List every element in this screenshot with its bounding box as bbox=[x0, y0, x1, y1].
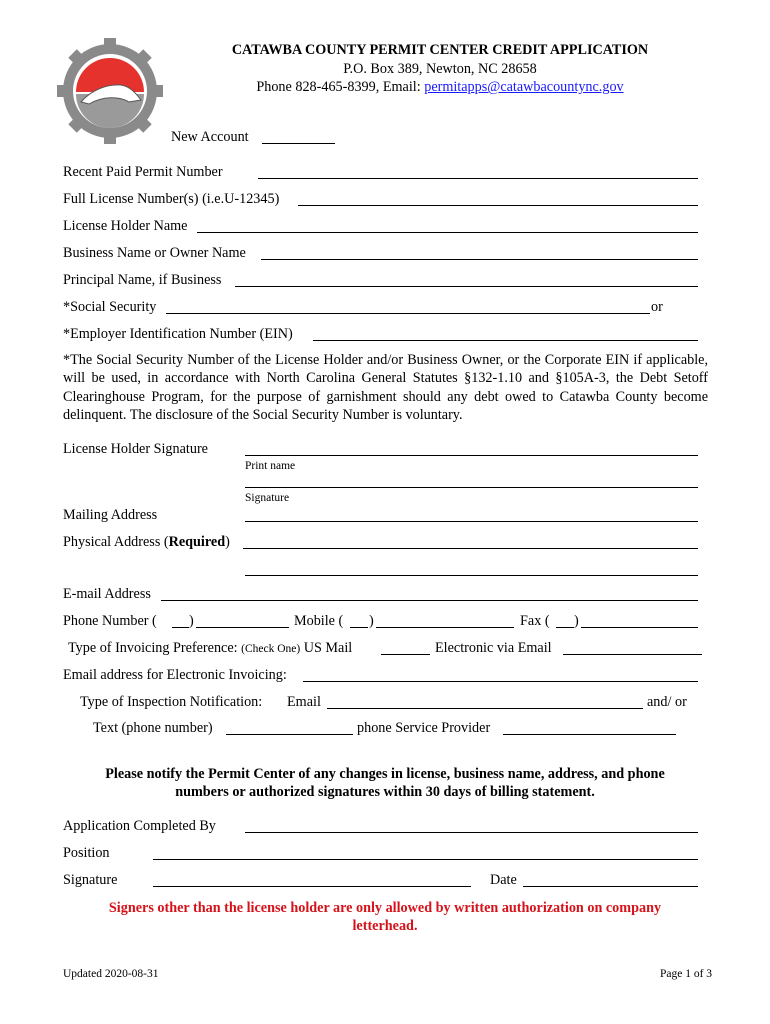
mailing-address-label: Mailing Address bbox=[63, 507, 158, 523]
updated-date: Updated 2020-08-31 bbox=[63, 968, 159, 980]
completed-by-label: Application Completed By bbox=[63, 818, 216, 834]
inspection-email-field[interactable] bbox=[327, 708, 643, 709]
license-holder-name-label: License Holder Name bbox=[63, 218, 188, 234]
us-mail-check-field[interactable] bbox=[381, 654, 430, 655]
ssn-field[interactable] bbox=[166, 313, 650, 314]
fax-area-code-field[interactable] bbox=[556, 627, 574, 628]
physical-address-field[interactable] bbox=[243, 548, 698, 549]
electronic-invoicing-email-label: Email address for Electronic Invoicing: bbox=[63, 667, 287, 683]
print-name-caption: Print name bbox=[245, 460, 296, 472]
license-holder-signature-label: License Holder Signature bbox=[63, 441, 208, 457]
recent-permit-label: Recent Paid Permit Number bbox=[63, 164, 223, 180]
mobile-area-code-field[interactable] bbox=[350, 627, 368, 628]
ssn-label: *Social Security bbox=[63, 299, 157, 315]
email-address-field[interactable] bbox=[161, 600, 698, 601]
phone-provider-field[interactable] bbox=[503, 734, 676, 735]
fax-number-field[interactable] bbox=[581, 627, 698, 628]
signature-caption: Signature bbox=[245, 492, 290, 504]
change-notice: Please notify the Permit Center of any changes in license, business name, address, and phone numbers or authorized signatures within 30 days of billing statement. bbox=[105, 766, 665, 800]
invoicing-preference-row bbox=[68, 640, 352, 657]
phone-number-field[interactable] bbox=[196, 627, 289, 628]
us-mail-label: US Mail bbox=[303, 640, 353, 656]
phone-area-code-field[interactable] bbox=[172, 627, 189, 628]
header-contact bbox=[160, 79, 720, 96]
completion-signature-field[interactable] bbox=[153, 886, 471, 887]
electronic-email-check-field[interactable] bbox=[563, 654, 702, 655]
license-holder-name-field[interactable] bbox=[197, 232, 698, 233]
date-label: Date bbox=[490, 872, 517, 888]
email-link[interactable]: permitapps@catawbacountync.gov bbox=[424, 79, 624, 95]
physical-address-field-2[interactable] bbox=[245, 575, 698, 576]
physical-address-suffix: ) bbox=[225, 534, 230, 550]
signer-warning: Signers other than the license holder are only allowed by written authorization on company letterhead. bbox=[108, 900, 662, 934]
mobile-label: Mobile ( bbox=[294, 613, 344, 629]
physical-address-prefix: Physical Address ( bbox=[63, 534, 169, 550]
license-numbers-label: Full License Number(s) (i.e.U-12345) bbox=[63, 191, 280, 207]
business-name-field[interactable] bbox=[261, 259, 698, 260]
inspection-email-label: Email bbox=[287, 694, 321, 710]
phone-close-paren: ) bbox=[189, 613, 194, 629]
text-phone-field[interactable] bbox=[226, 734, 353, 735]
page-number: Page 1 of 3 bbox=[660, 968, 713, 980]
header-address: P.O. Box 389, Newton, NC 28658 bbox=[343, 61, 537, 77]
county-logo bbox=[57, 38, 163, 144]
principal-name-field[interactable] bbox=[235, 286, 698, 287]
fax-close-paren: ) bbox=[574, 613, 579, 629]
new-account-field[interactable] bbox=[262, 143, 335, 144]
form-title: CATAWBA COUNTY PERMIT CENTER CREDIT APPLICATION bbox=[231, 42, 649, 58]
check-one-hint: (Check One) bbox=[241, 643, 301, 655]
principal-name-label: Principal Name, if Business bbox=[63, 272, 222, 288]
position-label: Position bbox=[63, 845, 110, 861]
invoicing-preference-label: Type of Invoicing Preference: bbox=[68, 640, 238, 656]
required-marker: Required bbox=[168, 534, 226, 550]
completion-signature-label: Signature bbox=[63, 872, 118, 888]
business-name-label: Business Name or Owner Name bbox=[63, 245, 246, 261]
completed-by-field[interactable] bbox=[245, 832, 698, 833]
ein-label: *Employer Identification Number (EIN) bbox=[63, 326, 293, 342]
date-field[interactable] bbox=[523, 886, 698, 887]
license-numbers-field[interactable] bbox=[298, 205, 698, 206]
and-or-label: and/ or bbox=[647, 694, 687, 710]
text-phone-label: Text (phone number) bbox=[93, 720, 213, 736]
ein-field[interactable] bbox=[313, 340, 698, 341]
electronic-email-label: Electronic via Email bbox=[435, 640, 552, 656]
position-field[interactable] bbox=[153, 859, 698, 860]
fax-label: Fax ( bbox=[520, 613, 550, 629]
ssn-disclosure: *The Social Security Number of the License Holder and/or Business Owner, or the Corporate EIN if applicable, will be used, in accordance with North Carolina General Statutes §132-1.10 and §105A-3, the Debt Setoff Clearinghouse Program, for the purpose of garnishment should any debt owed to Catawba County become delinquent. The disclosure of the Social Security Number is voluntary. bbox=[63, 352, 708, 424]
physical-address-label bbox=[63, 534, 230, 550]
new-account-label: New Account bbox=[171, 129, 249, 145]
mobile-close-paren: ) bbox=[369, 613, 374, 629]
electronic-invoicing-email-field[interactable] bbox=[303, 681, 698, 682]
phone-provider-label: phone Service Provider bbox=[357, 720, 491, 736]
phone-number-label: Phone Number ( bbox=[63, 613, 157, 629]
ssn-or-label: or bbox=[651, 299, 663, 315]
recent-permit-field[interactable] bbox=[258, 178, 698, 179]
mobile-number-field[interactable] bbox=[376, 627, 514, 628]
inspection-notification-label: Type of Inspection Notification: bbox=[80, 694, 263, 710]
email-address-label: E-mail Address bbox=[63, 586, 151, 602]
signature-field[interactable] bbox=[245, 487, 698, 488]
print-name-field[interactable] bbox=[245, 455, 698, 456]
header-phone: Phone 828-465-8399, Email: bbox=[256, 79, 425, 95]
mailing-address-field[interactable] bbox=[245, 521, 698, 522]
